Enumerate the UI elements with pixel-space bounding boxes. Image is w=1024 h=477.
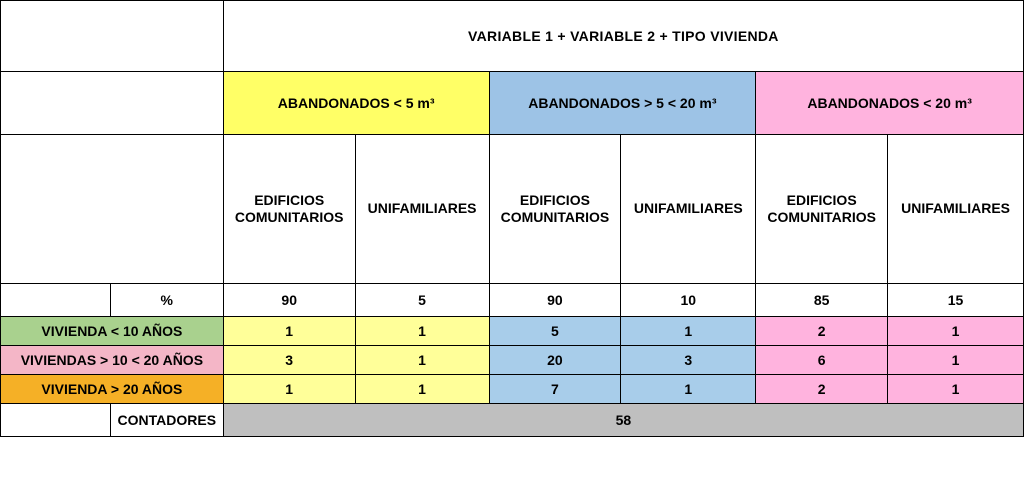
cell-r2c3: 20: [489, 346, 621, 375]
percent-row: [1, 284, 1024, 317]
table-row: [1, 375, 1024, 404]
corner-blank-2: [1, 72, 224, 135]
cell-r1c1: 1: [223, 317, 355, 346]
cell-r1c4: 1: [621, 317, 756, 346]
percent-value-3: 90: [489, 284, 621, 317]
cell-r3c5: 2: [756, 375, 888, 404]
row-label-viviendas-10-20: VIVIENDAS > 10 < 20 AÑOS: [1, 346, 224, 375]
row-label-vivienda-gt-20: VIVIENDA > 20 AÑOS: [1, 375, 224, 404]
group-header-abandonados-lt-5: ABANDONADOS < 5 m³: [223, 72, 489, 135]
group-header-abandonados-lt-20: ABANDONADOS < 20 m³: [756, 72, 1024, 135]
blank-left-footer: [1, 404, 111, 437]
corner-blank-3: [1, 135, 224, 284]
footer-label: CONTADORES: [110, 404, 223, 437]
cell-r3c1: 1: [223, 375, 355, 404]
cell-r2c4: 3: [621, 346, 756, 375]
table-row: [1, 317, 1024, 346]
group-header-abandonados-5-20: ABANDONADOS > 5 < 20 m³: [489, 72, 756, 135]
cell-r1c6: 1: [888, 317, 1024, 346]
subheader-edificios-comunitarios-1: EDIFICIOS COMUNITARIOS: [223, 135, 355, 284]
subheader-row: [1, 135, 1024, 284]
cell-r3c4: 1: [621, 375, 756, 404]
subheader-unifamiliares-2: UNIFAMILIARES: [621, 135, 756, 284]
table-title: VARIABLE 1 + VARIABLE 2 + TIPO VIVIENDA: [223, 1, 1023, 72]
cell-r1c3: 5: [489, 317, 621, 346]
subheader-edificios-comunitarios-3: EDIFICIOS COMUNITARIOS: [756, 135, 888, 284]
group-header-row: [1, 72, 1024, 135]
cell-r2c6: 1: [888, 346, 1024, 375]
footer-row: [1, 404, 1024, 437]
footer-total: 58: [223, 404, 1023, 437]
cell-r1c5: 2: [756, 317, 888, 346]
cell-r2c2: 1: [355, 346, 489, 375]
cell-r3c2: 1: [355, 375, 489, 404]
row-label-vivienda-lt-10: VIVIENDA < 10 AÑOS: [1, 317, 224, 346]
subheader-edificios-comunitarios-2: EDIFICIOS COMUNITARIOS: [489, 135, 621, 284]
blank-left-percent: [1, 284, 111, 317]
percent-value-1: 90: [223, 284, 355, 317]
percent-row-label: %: [110, 284, 223, 317]
cell-r1c2: 1: [355, 317, 489, 346]
corner-blank: [1, 1, 224, 72]
percent-value-2: 5: [355, 284, 489, 317]
percent-value-4: 10: [621, 284, 756, 317]
percent-value-5: 85: [756, 284, 888, 317]
percent-value-6: 15: [888, 284, 1024, 317]
cell-r2c1: 3: [223, 346, 355, 375]
cell-r3c6: 1: [888, 375, 1024, 404]
table-row: [1, 346, 1024, 375]
cell-r2c5: 6: [756, 346, 888, 375]
subheader-unifamiliares-1: UNIFAMILIARES: [355, 135, 489, 284]
subheader-unifamiliares-3: UNIFAMILIARES: [888, 135, 1024, 284]
cell-r3c3: 7: [489, 375, 621, 404]
title-row: [1, 1, 1024, 72]
